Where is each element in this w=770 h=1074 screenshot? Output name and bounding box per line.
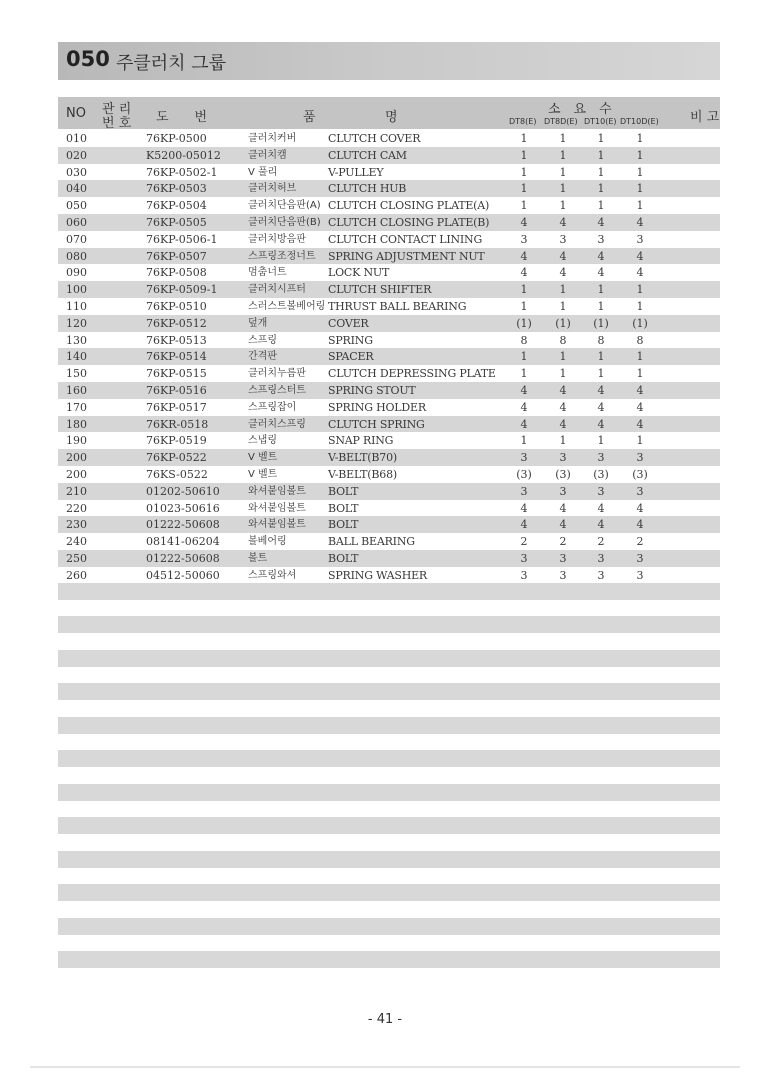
row-name-english: BOLT: [328, 518, 359, 532]
row-qty-dt8e: 4: [520, 518, 528, 532]
row-qty-dt10de: 3: [636, 451, 644, 465]
row-part-number: 01222-50608: [146, 518, 220, 532]
row-qty-dt10de: (1): [632, 316, 648, 330]
row-part-number: 76KP-0508: [146, 266, 207, 280]
row-name-korean: 클러치단음판(B): [248, 216, 321, 228]
row-qty-dt8e: 4: [520, 266, 528, 280]
row-qty-dt10de: 2: [636, 535, 644, 549]
row-qty-dt10de: 3: [636, 484, 644, 498]
row-qty-dt10e: 3: [597, 232, 605, 246]
row-qty-dt8e: 3: [520, 568, 528, 582]
row-name-korean: 와셔붙임볼트: [248, 519, 306, 531]
col-name-a: 품: [303, 110, 316, 125]
row-name-english: CLUTCH SPRING: [328, 417, 425, 431]
row-qty-dt10e: (3): [593, 467, 609, 481]
row-no: 140: [66, 350, 87, 364]
row-no: 040: [66, 182, 87, 196]
row-qty-dt10de: 1: [636, 165, 644, 179]
row-qty-dt8e: 3: [520, 451, 528, 465]
table-row: [58, 399, 720, 416]
row-qty-dt8de: 4: [559, 249, 567, 263]
row-qty-dt8e: 1: [520, 132, 528, 145]
row-name-english: BALL BEARING: [328, 535, 415, 549]
row-name-korean: V 벨트: [248, 468, 278, 480]
row-qty-dt10e: 3: [597, 484, 605, 498]
table-row: [58, 231, 720, 248]
row-name-korean: 클러치방음판: [248, 233, 306, 245]
row-qty-dt8de: 3: [559, 568, 567, 582]
row-qty-dt10de: 4: [636, 266, 644, 280]
row-no: 190: [66, 434, 87, 448]
row-no: 050: [66, 199, 87, 213]
row-qty-dt8de: 4: [559, 266, 567, 280]
row-qty-dt10e: (1): [593, 316, 609, 330]
row-qty-dt8de: 1: [559, 199, 567, 213]
row-no: 220: [66, 501, 87, 515]
row-name-english: SNAP RING: [328, 434, 394, 448]
row-part-number: 76KP-0522: [146, 451, 207, 465]
row-name-english: CLUTCH CAM: [328, 148, 407, 162]
row-no: 020: [66, 148, 87, 162]
row-name-korean: 볼트: [248, 552, 268, 564]
row-name-english: BOLT: [328, 484, 359, 498]
table-row: [58, 365, 720, 382]
row-qty-dt8e: 4: [520, 400, 528, 414]
row-part-number: 76KP-0506-1: [146, 232, 218, 246]
row-name-english: SPRING HOLDER: [328, 400, 426, 414]
table-row: [58, 264, 720, 281]
table-row: [58, 550, 720, 567]
row-qty-dt10e: 3: [597, 568, 605, 582]
table-row: [58, 567, 720, 584]
row-qty-dt8e: 1: [520, 165, 528, 179]
row-qty-dt10e: 1: [597, 350, 605, 364]
row-name-korean: 스프링스터트: [248, 384, 306, 396]
row-name-korean: 클러치스프링: [248, 418, 306, 430]
col-name-b: 명: [385, 110, 398, 125]
row-name-english: CLUTCH CLOSING PLATE(A): [328, 199, 490, 213]
row-qty-dt10e: 8: [597, 333, 605, 347]
row-qty-dt10de: 4: [636, 215, 644, 229]
row-name-english: BOLT: [328, 501, 359, 515]
row-qty-dt8de: 8: [559, 333, 567, 347]
row-part-number: 76KP-0502-1: [146, 165, 218, 179]
row-qty-dt8e: 3: [520, 551, 528, 565]
row-name-korean: 스프링: [248, 334, 277, 346]
row-qty-dt8e: 1: [520, 182, 528, 196]
row-name-english: THRUST BALL BEARING: [328, 299, 467, 313]
row-no: 100: [66, 283, 87, 297]
row-part-number: 76KP-0519: [146, 434, 207, 448]
row-part-number: 76KP-0510: [146, 299, 207, 313]
row-qty-dt10e: 4: [597, 383, 605, 397]
row-no: 060: [66, 215, 87, 229]
row-qty-dt10de: 1: [636, 182, 644, 196]
row-name-korean: 간격판: [248, 351, 277, 363]
row-qty-dt10de: 1: [636, 148, 644, 162]
row-name-english: CLUTCH SHIFTER: [328, 283, 432, 297]
row-name-korean: 클러치커버: [248, 133, 297, 144]
row-part-number: 76KP-0517: [146, 400, 207, 414]
row-qty-dt8e: 1: [520, 367, 528, 381]
row-qty-dt10de: 4: [636, 417, 644, 431]
row-qty-dt8de: 4: [559, 400, 567, 414]
row-no: 240: [66, 535, 87, 549]
row-no: 210: [66, 484, 87, 498]
table-row: [58, 516, 720, 533]
row-qty-dt8e: 3: [520, 232, 528, 246]
row-name-english: SPRING STOUT: [328, 383, 416, 397]
row-qty-dt10e: 1: [597, 148, 605, 162]
row-qty-dt8e: 4: [520, 417, 528, 431]
col-qty: 소 요 수: [548, 102, 612, 117]
row-part-number: 76KP-0516: [146, 383, 207, 397]
row-qty-dt8e: 4: [520, 383, 528, 397]
row-qty-dt10de: 4: [636, 518, 644, 532]
row-name-korean: 스냅링: [248, 435, 277, 447]
row-qty-dt8e: 1: [520, 148, 528, 162]
col-model-1: DT8(E): [509, 117, 537, 126]
row-qty-dt10e: 4: [597, 417, 605, 431]
row-name-korean: 스프링와셔: [248, 569, 297, 581]
row-name-korean: 클러치단음판(A): [248, 200, 321, 212]
row-name-english: SPRING WASHER: [328, 568, 428, 582]
group-title: 주클러치 그룹: [116, 53, 227, 74]
row-no: 010: [66, 132, 87, 145]
row-name-korean: 클러치누름판: [248, 368, 306, 380]
row-qty-dt8de: 3: [559, 232, 567, 246]
row-name-korean: 스프링잡이: [248, 401, 297, 413]
table-row: [58, 483, 720, 500]
table-row: [58, 500, 720, 517]
row-qty-dt8de: 1: [559, 132, 567, 145]
row-qty-dt8de: 3: [559, 484, 567, 498]
row-name-english: V-BELT(B68): [328, 467, 397, 481]
row-name-english: LOCK NUT: [328, 266, 390, 280]
row-no: 130: [66, 333, 87, 347]
col-remarks: 비 고: [690, 110, 720, 125]
row-qty-dt8de: 1: [559, 367, 567, 381]
row-name-korean: 덮개: [248, 317, 268, 329]
row-qty-dt10de: 1: [636, 299, 644, 313]
row-qty-dt8de: 4: [559, 501, 567, 515]
row-no: 080: [66, 249, 87, 263]
row-part-number: 76KP-0500: [146, 132, 207, 145]
table-row: [58, 432, 720, 449]
row-qty-dt10de: (3): [632, 467, 648, 481]
row-qty-dt10e: 1: [597, 182, 605, 196]
row-name-english: SPRING: [328, 333, 373, 347]
row-name-english: SPRING ADJUSTMENT NUT: [328, 249, 485, 263]
table-row: [58, 416, 720, 433]
col-mgmt-line2: 번 호: [102, 116, 132, 131]
row-part-number: 08141-06204: [146, 535, 220, 549]
row-name-korean: 와셔붙임볼트: [248, 485, 306, 497]
table-row: [58, 164, 720, 181]
row-qty-dt10e: 4: [597, 215, 605, 229]
row-no: 260: [66, 568, 87, 582]
row-name-korean: 와셔붙임볼트: [248, 502, 306, 514]
bottom-rule: [30, 1066, 740, 1068]
table-row: [58, 147, 720, 164]
row-name-english: V-BELT(B70): [328, 451, 397, 465]
row-no: 070: [66, 232, 87, 246]
row-qty-dt8de: 2: [559, 535, 567, 549]
row-no: 180: [66, 417, 87, 431]
row-no: 250: [66, 551, 87, 565]
row-no: 030: [66, 165, 87, 179]
row-qty-dt10de: 1: [636, 434, 644, 448]
row-qty-dt8e: 4: [520, 501, 528, 515]
row-no: 150: [66, 367, 87, 381]
group-number: 050: [66, 47, 110, 71]
row-qty-dt8de: 4: [559, 383, 567, 397]
row-qty-dt10e: 3: [597, 451, 605, 465]
row-part-number: 01023-50616: [146, 501, 220, 515]
row-qty-dt10e: 1: [597, 434, 605, 448]
row-part-number: 76KP-0512: [146, 316, 207, 330]
table-row: [58, 214, 720, 231]
row-part-number: 76KP-0507: [146, 249, 207, 263]
row-qty-dt8de: 1: [559, 283, 567, 297]
row-qty-dt10e: 1: [597, 165, 605, 179]
row-qty-dt10de: 4: [636, 249, 644, 263]
row-qty-dt8de: 4: [559, 518, 567, 532]
row-qty-dt8de: 1: [559, 182, 567, 196]
row-qty-dt10e: 4: [597, 518, 605, 532]
row-no: 200: [66, 467, 87, 481]
row-qty-dt10e: 4: [597, 266, 605, 280]
row-qty-dt8e: 1: [520, 299, 528, 313]
table-row: [58, 315, 720, 332]
row-qty-dt10e: 1: [597, 299, 605, 313]
row-qty-dt8e: 1: [520, 283, 528, 297]
row-qty-dt8e: 8: [520, 333, 528, 347]
page-number: - 41 -: [367, 1012, 403, 1027]
row-qty-dt8e: (3): [516, 467, 532, 481]
row-name-korean: 멈춤너트: [248, 267, 287, 279]
row-name-korean: 클러치허브: [248, 183, 297, 195]
table-row: [58, 281, 720, 298]
table-row: [58, 382, 720, 399]
row-qty-dt10e: 1: [597, 367, 605, 381]
table-row: [58, 130, 720, 147]
row-part-number: 76KP-0504: [146, 199, 207, 213]
row-qty-dt10e: 1: [597, 199, 605, 213]
table-row: [58, 298, 720, 315]
row-no: 200: [66, 451, 87, 465]
row-name-english: CLUTCH HUB: [328, 182, 407, 196]
col-model-3: DT10(E): [584, 117, 617, 126]
table-row: [58, 466, 720, 483]
row-qty-dt8e: 1: [520, 434, 528, 448]
table-row: [58, 180, 720, 197]
table-row: [58, 332, 720, 349]
row-qty-dt10de: 1: [636, 367, 644, 381]
row-qty-dt8de: 3: [559, 451, 567, 465]
row-qty-dt10e: 1: [597, 283, 605, 297]
row-name-korean: 스프링조정너트: [248, 250, 316, 262]
row-name-english: CLUTCH CLOSING PLATE(B): [328, 215, 490, 229]
row-name-english: V-PULLEY: [328, 165, 384, 179]
row-part-number: 76KS-0522: [146, 467, 208, 481]
row-qty-dt10de: 1: [636, 199, 644, 213]
row-no: 160: [66, 383, 87, 397]
row-qty-dt10e: 3: [597, 551, 605, 565]
table-row: [58, 197, 720, 214]
row-no: 110: [66, 299, 87, 313]
table-row: [58, 348, 720, 365]
parts-table: [58, 130, 720, 584]
row-name-korean: 스러스트볼베어링: [248, 300, 326, 312]
row-name-english: BOLT: [328, 551, 359, 565]
row-part-number: 76KP-0514: [146, 350, 207, 364]
row-part-number: 76KP-0515: [146, 367, 207, 381]
row-qty-dt8e: 2: [520, 535, 528, 549]
row-qty-dt8de: 1: [559, 434, 567, 448]
row-qty-dt8de: (1): [555, 316, 571, 330]
row-name-english: CLUTCH DEPRESSING PLATE: [328, 367, 496, 381]
table-row: [58, 248, 720, 265]
row-no: 170: [66, 400, 87, 414]
row-qty-dt8e: 4: [520, 215, 528, 229]
row-qty-dt10de: 3: [636, 568, 644, 582]
row-name-english: CLUTCH COVER: [328, 132, 421, 145]
row-name-korean: V 벨트: [248, 452, 278, 464]
col-drawing-no: 도 번: [156, 110, 208, 125]
row-name-english: COVER: [328, 316, 369, 330]
row-qty-dt8e: 4: [520, 249, 528, 263]
row-name-korean: 볼베어링: [248, 536, 287, 548]
row-qty-dt10de: 1: [636, 132, 644, 145]
row-qty-dt10e: 4: [597, 501, 605, 515]
row-qty-dt10de: 3: [636, 232, 644, 246]
col-model-4: DT10D(E): [620, 117, 659, 126]
col-no: NO: [66, 106, 86, 121]
row-qty-dt8de: 1: [559, 299, 567, 313]
row-qty-dt8de: 3: [559, 551, 567, 565]
row-qty-dt8de: (3): [555, 467, 571, 481]
row-qty-dt10e: 4: [597, 249, 605, 263]
row-qty-dt10e: 2: [597, 535, 605, 549]
row-part-number: 76KP-0509-1: [146, 283, 218, 297]
row-name-english: CLUTCH CONTACT LINING: [328, 232, 483, 246]
row-qty-dt8de: 1: [559, 148, 567, 162]
row-qty-dt10de: 1: [636, 350, 644, 364]
row-part-number: 76KP-0505: [146, 215, 207, 229]
row-part-number: 01202-50610: [146, 484, 220, 498]
row-qty-dt8e: 1: [520, 350, 528, 364]
row-qty-dt10de: 4: [636, 383, 644, 397]
row-qty-dt8de: 1: [559, 350, 567, 364]
row-no: 230: [66, 518, 87, 532]
row-name-english: SPACER: [328, 350, 374, 364]
row-qty-dt8e: 3: [520, 484, 528, 498]
row-qty-dt10de: 4: [636, 400, 644, 414]
table-row: [58, 449, 720, 466]
row-qty-dt8e: 1: [520, 199, 528, 213]
row-no: 090: [66, 266, 87, 280]
row-qty-dt10de: 1: [636, 283, 644, 297]
row-part-number: 76KP-0503: [146, 182, 207, 196]
row-qty-dt8e: (1): [516, 316, 532, 330]
row-no: 120: [66, 316, 87, 330]
row-part-number: 04512-50060: [146, 568, 220, 582]
row-qty-dt8de: 4: [559, 417, 567, 431]
row-part-number: 76KR-0518: [146, 417, 209, 431]
row-name-korean: 클러치캠: [248, 149, 287, 161]
row-qty-dt10e: 4: [597, 400, 605, 414]
col-mgmt-line1: 관 리: [102, 102, 132, 117]
row-name-korean: V 풀리: [248, 166, 278, 178]
row-qty-dt8de: 4: [559, 215, 567, 229]
row-part-number: K5200-05012: [146, 148, 221, 162]
row-part-number: 76KP-0513: [146, 333, 207, 347]
col-model-2: DT8D(E): [544, 117, 578, 126]
row-qty-dt8de: 1: [559, 165, 567, 179]
row-name-korean: 클러치시프터: [248, 284, 306, 296]
row-qty-dt10de: 3: [636, 551, 644, 565]
row-qty-dt10de: 8: [636, 333, 644, 347]
table-row: [58, 533, 720, 550]
row-qty-dt10e: 1: [597, 132, 605, 145]
row-qty-dt10de: 4: [636, 501, 644, 515]
row-part-number: 01222-50608: [146, 551, 220, 565]
